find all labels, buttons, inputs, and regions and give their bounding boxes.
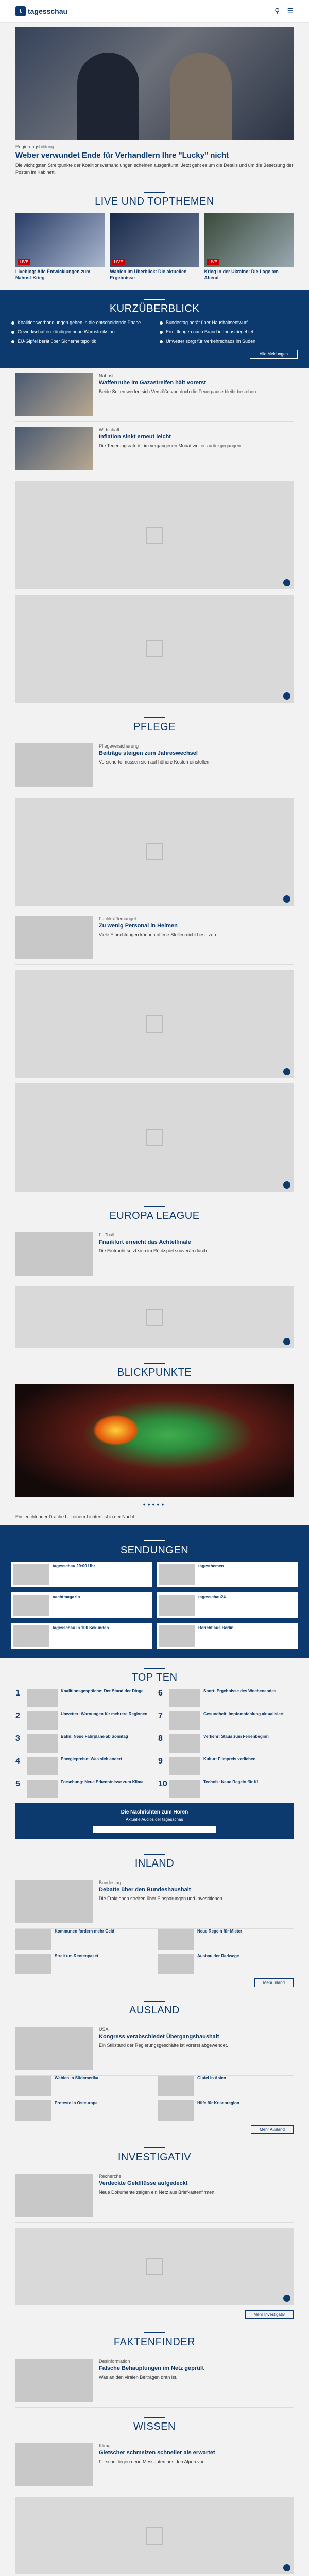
- ausland-headline[interactable]: Kongress verabschiedet Übergangshaushalt: [99, 2033, 219, 2040]
- topten-rank: 2: [15, 1711, 20, 1721]
- news-headline[interactable]: Inflation sinkt erneut leicht: [99, 433, 171, 440]
- faktenfinder-headline[interactable]: Falsche Behauptungen im Netz geprüft: [99, 2365, 204, 2372]
- kurz-item-text: Koalitionsverhandlungen gehen in die entscheidende Phase: [18, 319, 141, 325]
- live-badge: LIVE: [207, 259, 219, 265]
- play-icon[interactable]: [283, 579, 290, 586]
- live-caption[interactable]: Krieg in der Ukraine: Die Lage am Abend: [204, 269, 279, 280]
- bullet-icon: [160, 321, 163, 325]
- news-row[interactable]: [15, 422, 294, 476]
- audio-subtitle: Aktuelle Audios der tagesschau: [126, 1817, 183, 1822]
- live-card[interactable]: [110, 213, 199, 281]
- sendung-label: tagesschau 20:00 Uhr: [53, 1564, 95, 1569]
- topten-title: TOP TEN: [15, 1658, 294, 1689]
- topten-rank: 3: [15, 1734, 20, 1743]
- topten-label: Koalitionsgespräche: Der Stand der Dinge: [61, 1689, 144, 1694]
- inland-mini[interactable]: [15, 1954, 151, 1974]
- ausland-mini[interactable]: [158, 2076, 294, 2096]
- kurz-item[interactable]: [160, 338, 298, 344]
- topten-label: Kultur: Filmpreis verliehen: [203, 1757, 256, 1762]
- pflege-text: Versicherte müssen sich auf höhere Kosten einstellen.: [99, 759, 211, 765]
- mini-thumb: [158, 2076, 194, 2096]
- topten-grid: [15, 1689, 294, 1798]
- topten-label: Unwetter: Warnungen für mehrere Regionen: [61, 1711, 148, 1717]
- live-thumb: [110, 213, 199, 267]
- faktenfinder-lead[interactable]: [15, 2353, 294, 2408]
- kurz-title: KURZÜBERBLICK: [11, 297, 298, 320]
- kurz-item-text: EU-Gipfel berät über Sicherheitspolitik: [18, 338, 96, 344]
- faktenfinder-topline: Desinformation: [99, 2359, 130, 2364]
- topten-rank: 5: [15, 1780, 20, 1789]
- video-placeholder[interactable]: [15, 2497, 294, 2574]
- topten-label: Forschung: Neue Erkenntnisse zum Klima: [61, 1780, 144, 1785]
- live-badge: LIVE: [112, 259, 125, 265]
- play-icon[interactable]: [283, 1068, 290, 1075]
- news-row[interactable]: [15, 368, 294, 422]
- topten-item[interactable]: [158, 1689, 294, 1707]
- topten-item[interactable]: [158, 1780, 294, 1798]
- wissen-thumb: [15, 2443, 93, 2486]
- play-icon[interactable]: [283, 1181, 290, 1189]
- topten-rank: 4: [15, 1757, 20, 1766]
- play-icon[interactable]: [283, 895, 290, 903]
- blickpunkte-image[interactable]: [15, 1384, 294, 1497]
- header-icons: [274, 7, 294, 15]
- ausland-minis: [15, 2076, 294, 2121]
- kurz-item[interactable]: [160, 329, 298, 334]
- pflege-topline: Fachkräftemangel: [99, 916, 136, 921]
- topten-rank: 6: [158, 1689, 163, 1698]
- news-text: Beide Seiten werfen sich Verstöße vor, doch die Feuerpause bleibt bestehen.: [99, 388, 258, 394]
- mini-label: Streit um Rentenpaket: [55, 1954, 98, 1959]
- sendungen-box: [0, 1525, 309, 1658]
- pflege-text: Viele Einrichtungen können offene Stellen nicht besetzen.: [99, 931, 217, 937]
- mini-label: Proteste in Osteuropa: [55, 2100, 98, 2106]
- topten-item[interactable]: [15, 1757, 151, 1775]
- blickpunkte-caption: Ein leuchtender Drache bei einem Lichterfest in der Nacht.: [15, 1514, 136, 1519]
- topten-thumb: [169, 1689, 200, 1707]
- hero-topline: Regierungsbildung: [15, 144, 55, 149]
- ausland-mini[interactable]: [158, 2100, 294, 2121]
- news-topline: Wirtschaft: [99, 427, 120, 432]
- pflege-headline[interactable]: Beiträge steigen zum Jahreswechsel: [99, 750, 198, 756]
- pflege-thumb: [15, 743, 93, 787]
- kurz-item-text: Bundestag berät über Haushaltsentwurf: [166, 319, 248, 325]
- inland-text: Die Fraktionen streiten über Einsparungen und Investitionen.: [99, 1896, 224, 1902]
- hero-teaser[interactable]: [15, 140, 294, 182]
- play-icon[interactable]: [283, 692, 290, 700]
- video-placeholder[interactable]: [15, 595, 294, 703]
- ausland-text: Ein Stillstand der Regierungsgeschäfte ist vorerst abgewendet.: [99, 2043, 228, 2048]
- sendung-label: tagesthemen: [198, 1564, 224, 1569]
- logo-text: tagesschau: [28, 7, 68, 15]
- slider-dots[interactable]: •••••: [143, 1500, 166, 1509]
- live-caption[interactable]: Wahlen im Überblick: Die aktuellen Ergebnisse: [110, 269, 187, 280]
- video-placeholder[interactable]: [15, 1286, 294, 1348]
- sendung-item[interactable]: [157, 1623, 298, 1649]
- video-placeholder[interactable]: [15, 798, 294, 906]
- topten-rank: 1: [15, 1689, 20, 1698]
- wissen-headline[interactable]: Gletscher schmelzen schneller als erwartet: [99, 2450, 215, 2456]
- sendung-thumb: [159, 1625, 195, 1647]
- live-caption[interactable]: Liveblog: Alle Entwicklungen zum Nahost-Krieg: [15, 269, 91, 280]
- topten-item[interactable]: [15, 1734, 151, 1753]
- mini-label: Neue Regeln für Mieter: [197, 1929, 243, 1934]
- video-placeholder[interactable]: [15, 970, 294, 1078]
- investigativ-lead[interactable]: [15, 2168, 294, 2223]
- europa-row[interactable]: [15, 1227, 294, 1281]
- live-section-title: LIVE UND TOPTHEMEN: [15, 182, 294, 213]
- mini-thumb: [158, 1929, 194, 1950]
- topten-label: Gesundheit: Impfempfehlung aktualisiert: [203, 1711, 284, 1717]
- bullet-icon: [11, 321, 14, 325]
- sendung-thumb: [13, 1625, 49, 1647]
- kurz-more-button[interactable]: Alle Meldungen: [250, 350, 298, 359]
- topten-label: Technik: Neue Regeln für KI: [203, 1780, 259, 1785]
- kurz-box: [0, 290, 309, 368]
- wissen-topline: Klima: [99, 2443, 111, 2449]
- sendung-thumb: [13, 1564, 49, 1585]
- topten-thumb: [27, 1711, 58, 1730]
- flame-shape: [93, 1415, 139, 1446]
- europa-headline[interactable]: Frankfurt erreicht das Achtelfinale: [99, 1239, 191, 1245]
- bullet-icon: [160, 340, 163, 343]
- video-placeholder[interactable]: [15, 481, 294, 589]
- mini-thumb: [15, 1929, 52, 1950]
- inland-mini[interactable]: [158, 1929, 294, 1950]
- bullet-icon: [11, 331, 14, 334]
- topten-item[interactable]: [15, 1780, 151, 1798]
- sendung-item[interactable]: [157, 1592, 298, 1618]
- bullet-icon: [160, 331, 163, 334]
- sendung-item[interactable]: [157, 1562, 298, 1587]
- inland-thumb: [15, 1880, 93, 1923]
- audio-title: Die Nachrichten zum Hören: [121, 1809, 188, 1816]
- ausland-mini[interactable]: [15, 2100, 151, 2121]
- play-icon[interactable]: [283, 2295, 290, 2302]
- topten-thumb: [27, 1757, 58, 1775]
- inland-title: INLAND: [15, 1844, 294, 1875]
- sendung-thumb: [159, 1564, 195, 1585]
- inland-mini[interactable]: [158, 1954, 294, 1974]
- play-icon[interactable]: [283, 2564, 290, 2571]
- investigativ-more-button[interactable]: Mehr Investigativ: [245, 2310, 294, 2319]
- mini-thumb: [15, 1954, 52, 1974]
- ausland-thumb: [15, 2027, 93, 2070]
- investigativ-thumb: [15, 2174, 93, 2217]
- live-thumb: [204, 213, 294, 267]
- faktenfinder-title: FAKTENFINDER: [15, 2323, 294, 2353]
- mini-label: Ausbau der Radwege: [197, 1954, 239, 1959]
- sendungen-grid: [11, 1562, 298, 1649]
- live-badge: LIVE: [18, 259, 30, 265]
- kurz-item[interactable]: [11, 320, 149, 325]
- topten-label: Verkehr: Staus zum Ferienbeginn: [203, 1734, 269, 1739]
- topten-rank: 10: [158, 1780, 167, 1789]
- sendungen-title: SENDUNGEN: [11, 1531, 298, 1562]
- faktenfinder-thumb: [15, 2359, 93, 2402]
- sendung-item[interactable]: [11, 1623, 152, 1649]
- inland-lead[interactable]: [15, 1875, 294, 1929]
- video-placeholder[interactable]: [15, 1083, 294, 1192]
- bullet-icon: [11, 340, 14, 343]
- topten-item[interactable]: [15, 1711, 151, 1730]
- audio-player[interactable]: [93, 1826, 216, 1833]
- topten-thumb: [169, 1734, 200, 1753]
- sendung-item[interactable]: [11, 1592, 152, 1618]
- live-thumb: [15, 213, 105, 267]
- inland-minis: [15, 1929, 294, 1974]
- site-header: [0, 0, 309, 23]
- sendung-label: tagesschau in 100 Sekunden: [53, 1625, 109, 1631]
- inland-topline: Bundestag: [99, 1880, 122, 1886]
- logo-mark: t: [15, 6, 26, 16]
- search-icon[interactable]: ⚲: [274, 7, 280, 15]
- investigativ-headline[interactable]: Verdeckte Geldflüsse aufgedeckt: [99, 2180, 188, 2187]
- topten-label: Bahn: Neue Fahrpläne ab Sonntag: [61, 1734, 128, 1739]
- pflege-title: PFLEGE: [15, 708, 294, 738]
- blickpunkte-title: BLICKPUNKTE: [15, 1353, 294, 1384]
- europa-title: EUROPA LEAGUE: [15, 1197, 294, 1227]
- mini-label: Hilfe für Krisenregion: [197, 2100, 239, 2106]
- news-text: Die Teuerungsrate ist im vergangenen Monat weiter zurückgegangen.: [99, 443, 242, 448]
- hero-image[interactable]: [15, 27, 294, 140]
- investigativ-topline: Recherche: [99, 2174, 122, 2179]
- topten-item[interactable]: [158, 1734, 294, 1753]
- sendung-label: Bericht aus Berlin: [198, 1625, 234, 1631]
- wissen-lead[interactable]: [15, 2438, 294, 2492]
- ausland-title: AUSLAND: [15, 1991, 294, 2022]
- sendung-label: tagesschau24: [198, 1595, 226, 1600]
- audio-box[interactable]: [15, 1803, 294, 1839]
- sendung-item[interactable]: [11, 1562, 152, 1587]
- topten-rank: 7: [158, 1711, 163, 1721]
- europa-topline: Fußball: [99, 1232, 115, 1238]
- kurz-item-text: Ermittlungen nach Brand in Industriegebiet: [166, 329, 254, 334]
- ausland-lead[interactable]: [15, 2022, 294, 2076]
- video-placeholder[interactable]: [15, 2228, 294, 2305]
- inland-headline[interactable]: Debatte über den Bundeshaushalt: [99, 1887, 191, 1893]
- mini-thumb: [15, 2076, 52, 2096]
- topten-thumb: [169, 1780, 200, 1798]
- investigativ-text: Neue Dokumente zeigen ein Netz aus Briefkastenfirmen.: [99, 2190, 216, 2195]
- hero-headline[interactable]: Weber verwundet Ende für Verhandlern Ihre "Lucky" nicht: [15, 151, 229, 160]
- menu-icon[interactable]: ☰: [287, 7, 294, 15]
- inland-mini[interactable]: [15, 1929, 151, 1950]
- kurz-item[interactable]: [11, 338, 149, 344]
- kurz-item-text: Unwetter sorgt für Verkehrschaos im Süden: [166, 338, 256, 344]
- news-headline[interactable]: Waffenruhe im Gazastreifen hält vorerst: [99, 379, 207, 386]
- europa-thumb: [15, 1232, 93, 1276]
- topten-thumb: [169, 1757, 200, 1775]
- play-icon[interactable]: [283, 1338, 290, 1345]
- ausland-more-button[interactable]: Mehr Ausland: [251, 2125, 294, 2134]
- pflege-row[interactable]: [15, 738, 294, 792]
- ausland-topline: USA: [99, 2027, 109, 2032]
- mini-label: Wahlen in Südamerika: [55, 2076, 99, 2081]
- sendung-thumb: [13, 1595, 49, 1616]
- mini-thumb: [158, 1954, 194, 1974]
- topten-thumb: [169, 1711, 200, 1730]
- topten-thumb: [27, 1734, 58, 1753]
- mini-label: Gipfel in Asien: [197, 2076, 226, 2081]
- live-card[interactable]: [15, 213, 105, 281]
- ausland-mini[interactable]: [15, 2076, 151, 2096]
- europa-text: Die Eintracht setzt sich im Rückspiel souverän durch.: [99, 1248, 209, 1253]
- kurz-item[interactable]: [160, 320, 298, 325]
- topten-rank: 9: [158, 1757, 163, 1766]
- hero-figure-right: [170, 53, 232, 140]
- topten-item[interactable]: [158, 1757, 294, 1775]
- faktenfinder-text: Was an den viralen Beiträgen dran ist.: [99, 2375, 178, 2380]
- mini-thumb: [158, 2100, 194, 2121]
- investigativ-title: INVESTIGATIV: [15, 2138, 294, 2168]
- pflege-headline[interactable]: Zu wenig Personal in Heimen: [99, 922, 178, 929]
- topten-rank: 8: [158, 1734, 163, 1743]
- logo[interactable]: [15, 6, 67, 16]
- mini-thumb: [15, 2100, 52, 2121]
- kurz-list: [11, 320, 298, 344]
- mini-label: Kommunen fordern mehr Geld: [55, 1929, 115, 1934]
- topten-item[interactable]: [15, 1689, 151, 1707]
- hero-text: Die wichtigsten Streitpunkte der Koalitionsverhandlungen scheinen ausgeräumt. Jetzt geht es um die Details und um die Besetzung der Posten im Kabinett.: [15, 163, 294, 175]
- news-thumb: [15, 427, 93, 470]
- pflege-thumb: [15, 916, 93, 959]
- wissen-text: Forscher legen neue Messdaten aus den Alpen vor.: [99, 2459, 205, 2465]
- live-card[interactable]: [204, 213, 294, 281]
- topten-thumb: [27, 1689, 58, 1707]
- news-topline: Nahost: [99, 372, 114, 378]
- topten-label: Energiepreise: Was sich ändert: [61, 1757, 122, 1762]
- pflege-row[interactable]: [15, 911, 294, 965]
- news-thumb: [15, 373, 93, 416]
- live-cards: [15, 213, 294, 281]
- pflege-topline: Pflegeversicherung: [99, 743, 139, 749]
- sendung-thumb: [159, 1595, 195, 1616]
- topten-item[interactable]: [158, 1711, 294, 1730]
- inland-more-button[interactable]: Mehr Inland: [254, 1978, 294, 1987]
- hero-figure-left: [77, 53, 139, 140]
- kurz-item-text: Gewerkschaften kündigen neue Warnstreiks an: [18, 329, 115, 334]
- sendung-label: nachtmagazin: [53, 1595, 80, 1600]
- wissen-title: WISSEN: [15, 2408, 294, 2438]
- kurz-item[interactable]: [11, 329, 149, 334]
- topten-thumb: [27, 1780, 58, 1798]
- topten-label: Sport: Ergebnisse des Wochenendes: [203, 1689, 277, 1694]
